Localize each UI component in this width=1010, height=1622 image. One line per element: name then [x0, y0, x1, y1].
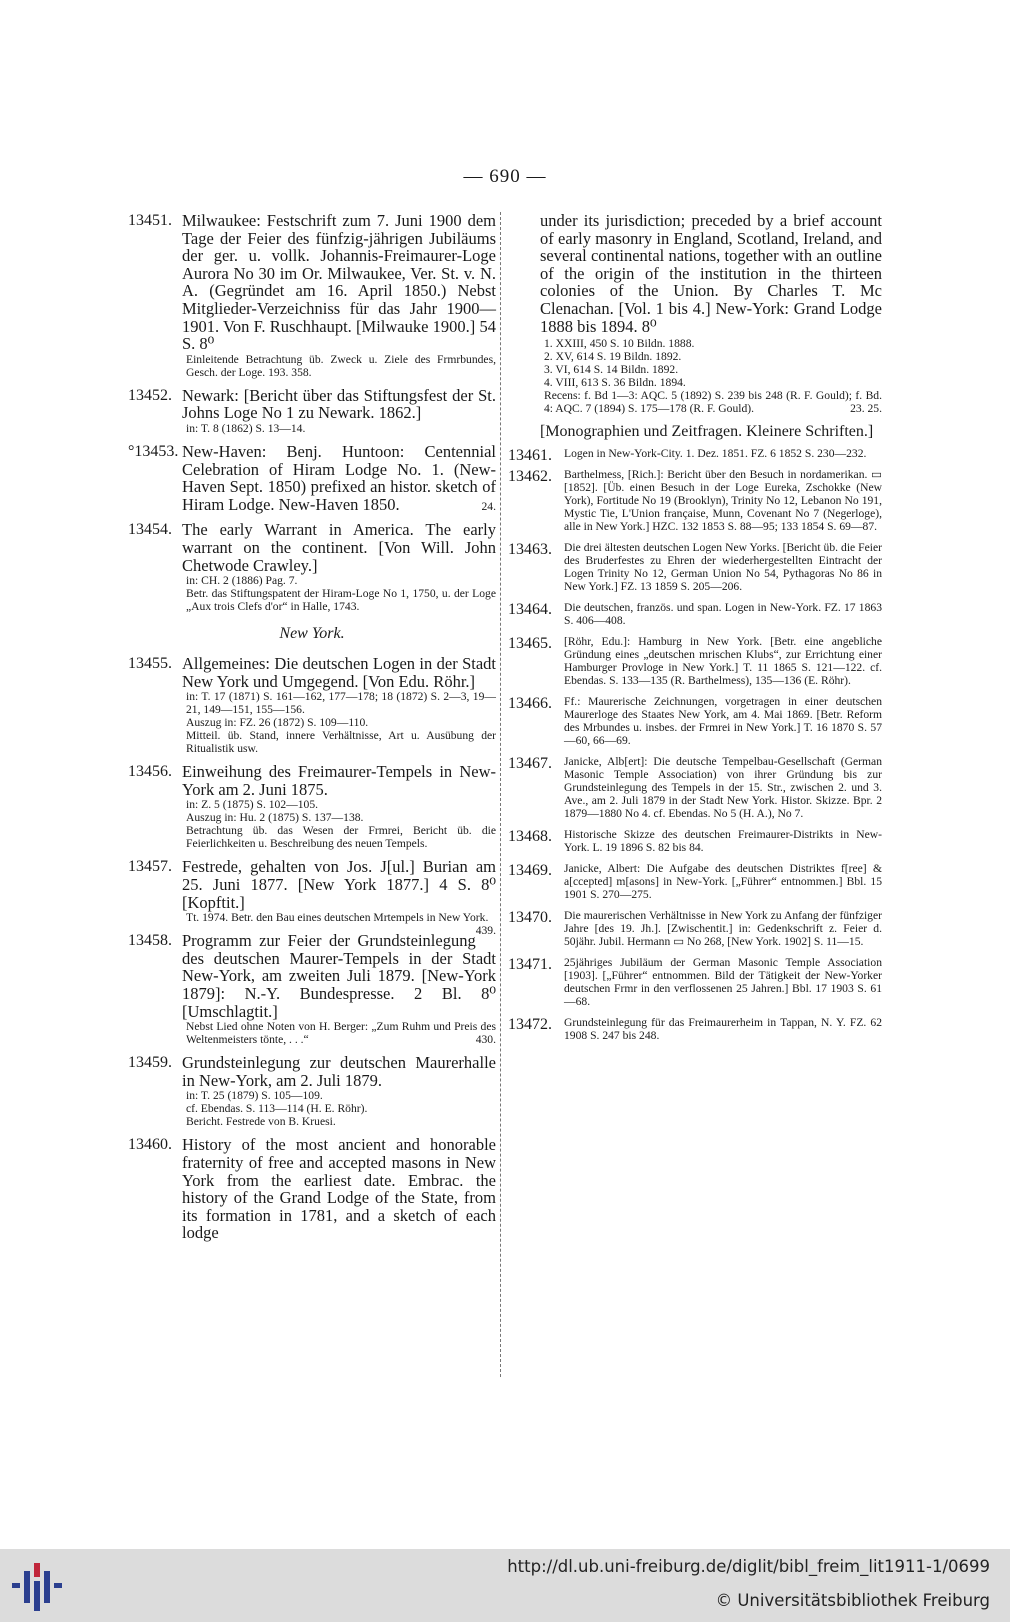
entry-text: Grundsteinlegung zur deutschen Maurerhalle in New-York, am 2. Juli 1879. — [182, 1053, 496, 1090]
entry-13471 — [508, 956, 882, 1008]
entry-13472 — [508, 1016, 882, 1042]
entry-note-body: Tt. 1974. Betr. den Bau eines deutschen Mrtempels in New York. — [186, 911, 489, 925]
entry-number: 13459. — [128, 1054, 172, 1072]
entry-13456 — [128, 763, 496, 850]
entry-text: 25jähriges Jubiläum der German Masonic Temple Association [1903]. [„Führer“ entnommen. Bild der Tätigkeit der New-Yorker deutschen Frmr in den verflossenen 25 Jahren.] Bbl. 17 1903 S. 61—68. — [564, 956, 882, 1009]
entry-text: Grundsteinlegung für das Freimaurerheim in Tappan, N. Y. FZ. 62 1908 S. 247 bis 248. — [564, 1016, 882, 1043]
entry-13453 — [128, 443, 496, 513]
entry-number: 13454. — [128, 521, 172, 539]
entry-13461 — [508, 447, 882, 465]
entry-13466 — [508, 695, 882, 747]
entry-13468 — [508, 828, 882, 854]
entry-number: 13455. — [128, 655, 172, 673]
entry-number: 13452. — [128, 386, 172, 404]
entry-note: in: T. 17 (1871) S. 161—162, 177—178; 18 (1872) S. 2—3, 19—21, 149—151, 155—156. — [186, 690, 496, 717]
entry-13455 — [128, 655, 496, 755]
entry-number: 13464. — [508, 601, 552, 619]
entry-13462 — [508, 468, 882, 533]
recension-body: Recens: f. Bd 1—3: AQC. 5 (1892) S. 239 bis 248 (R. F. Gould); f. Bd. 4: AQC. 7 (1894) S. 175—178 (R. F. Gould). — [544, 389, 882, 416]
volume-list — [540, 337, 882, 415]
library-footer — [0, 1549, 1010, 1622]
entry-note: Mitteil. üb. Stand, innere Verhältnisse, Art u. Ausübung der Ritualistik usw. — [186, 729, 496, 756]
entry-13467 — [508, 755, 882, 820]
column-divider — [500, 212, 502, 1377]
entry-number: 13469. — [508, 862, 552, 880]
volume-item: 2. XV, 614 S. 19 Bildn. 1892. — [544, 350, 682, 364]
entry-text: Newark: [Bericht über das Stiftungsfest der St. Johns Loge No 1 zu Newark. 1862.] — [182, 385, 496, 423]
entry-13457 — [128, 857, 496, 938]
entry-13460 — [128, 1136, 496, 1242]
entry-13465 — [508, 635, 882, 687]
entry-number: 13462. — [508, 468, 552, 486]
entry-note: in: T. 25 (1879) S. 105—109. — [186, 1089, 323, 1103]
entry-text: Historische Skizze des deutschen Freimaurer-Distrikts in New-York. L. 19 1896 S. 82 bis 84. — [564, 828, 882, 855]
section-title: New York. — [279, 625, 345, 643]
entry-13459 — [128, 1054, 496, 1128]
entry-text: Janicke, Alb[ert]: Die deutsche Tempelbau-Gesellschaft (German Masonic Temple Association) von ihrer Gründung bis zur Grundsteinlegung des Tempels in der 15. Str., zwischen 2. und 3. Ave., am 2. Juli 1879 in der Stadt New York. Histor. Skizze. Bpr. 2 1879—1880 No 4. cf. Ebendas. No 5 (H. A.), No 7. — [564, 755, 882, 821]
entry-text: Die maurerischen Verhältnisse in New York zu Anfang der fünfziger Jahre [des 19. Jh.]. [Zwischentit.] in: Gedenkschrift z. Feier d. 50jähr. Jubil. Hermann ▭ No 268, [New York. 1902] S. 11—15. — [564, 909, 882, 949]
entry-text: Janicke, Albert: Die Aufgabe des deutschen Distriktes f[ree] & a[ccepted] m[asons] in New-York. [„Führer“ entnommen.] Bbl. 15 1901 S. 270—275. — [564, 862, 882, 902]
entry-text: Einweihung des Freimaurer-Tempels in New-York am 2. Juni 1875. — [182, 762, 496, 799]
volume-item: 1. XXIII, 450 S. 10 Bildn. 1888. — [544, 337, 695, 351]
entry-note: Auszug in: Hu. 2 (1875) S. 137—138. — [186, 811, 364, 825]
volume-item: 4. VIII, 613 S. 36 Bildn. 1894. — [544, 376, 686, 390]
entry-continuation: under its jurisdiction; preceded by a brief account of early masonry in England, Scotland, Ireland, and several continental nations, together with an outline of the origin of the institution in the thirteen colonies of the Union. By Charles T. Mc Clenachan. [Vol. 1 bis 4.] New-York: Grand Lodge 1888 bis 1894. 8⁰ — [540, 211, 882, 336]
section-heading: [Monographien und Zeitfragen. Kleinere Schriften.] — [540, 423, 874, 441]
entry-text: Die drei ältesten deutschen Logen New Yorks. [Bericht üb. die Feier des Bruderfestes zu Ehren der wiederhergestellten Eintracht der Logen Trinity No 12, German Union No 54, Pythagoras No 86 in New York.] FZ. 13 1859 S. 205—206. — [564, 541, 882, 594]
entry-number: 13470. — [508, 909, 552, 927]
left-column — [128, 212, 496, 1250]
entry-13454 — [128, 521, 496, 613]
entry-note — [182, 1020, 496, 1046]
entry-number: 13471. — [508, 956, 552, 974]
entry-text: Die deutschen, französ. und span. Logen in New-York. FZ. 17 1863 S. 406—408. — [564, 601, 882, 628]
entry-number: 13472. — [508, 1016, 552, 1034]
right-column — [508, 212, 882, 1050]
entry-number: 13461. — [508, 447, 552, 465]
entry-number: 13465. — [508, 635, 552, 653]
entry-number: 13466. — [508, 695, 552, 713]
entry-number: 13463. — [508, 541, 552, 559]
entry-note: in: CH. 2 (1886) Pag. 7. — [186, 574, 298, 588]
entry-text: History of the most ancient and honorable fraternity of free and accepted masons in New York from the earliest date. Embrac. the history of the Grand Lodge of the State, from its formation in 1781, and a sketch of each lodge — [182, 1135, 496, 1243]
copyright-notice: © Universitätsbibliothek Freiburg — [715, 1591, 990, 1610]
entry-text-body: New-Haven: Benj. Huntoon: Centennial Celebration of Hiram Lodge No. 1. (New-Haven Sept. 1850) prefixed an histor. sketch of Hiram Lodge. New-Haven 1850. — [182, 441, 496, 514]
entry-13470 — [508, 909, 882, 948]
entry-text — [182, 443, 496, 513]
entry-tag: 24. — [481, 499, 496, 513]
entry-note — [182, 911, 496, 938]
entry-13458 — [128, 932, 496, 1046]
recension-note — [540, 389, 882, 415]
entry-number: 13468. — [508, 828, 552, 846]
entry-note: Betr. das Stiftungspatent der Hiram-Loge No 1, 1750, u. der Loge „Aux trois Clefs d'or“ in Halle, 1743. — [186, 587, 496, 614]
entry-number: 13451. — [128, 212, 172, 229]
entry-13469 — [508, 862, 882, 901]
entry-text: The early Warrant in America. The early warrant on the continent. [Von Will. John Chetwode Crawley.] — [182, 520, 496, 575]
entry-tag: 439. — [475, 924, 496, 938]
entry-text: Logen in New-York-City. 1. Dez. 1851. FZ. 6 1852 S. 230—232. — [564, 447, 867, 461]
entry-number: 13458. — [128, 932, 172, 950]
entry-text: [Röhr, Edu.]: Hamburg in New York. [Betr. eine angebliche Gründung eines „deutschen mrischen Klubs“, zur Errichtung einer Hamburger Provloge in New York.] T. 11 1865 S. 121—122. cf. Ebendas. S. 133—135 (R. Barthelmess), 135—136 (E. Röhr). — [564, 635, 882, 688]
entry-text: Barthelmess, [Rich.]: Bericht über den Besuch in nordamerikan. ▭ [1852]. [Üb. einen Besuch in der Loge Eureka, Zschokke (New York), Fortitude No 19 (Brooklyn), Trinity No 12, Lebanon No 191, Mystic Tie, L'Union française, Munn, Covenant No 7 (Negerloge), alle in New York.] HZC. 132 1853 S. 88—95; 133 1854 S. 69—87. — [564, 468, 882, 534]
entry-text: Programm zur Feier der Grundsteinlegung des deutschen Maurer-Tempels in der Stadt New-York, am zweiten Juli 1879. [New-York 1879]: N.-Y. Bundespresse. 2 Bl. 8⁰ [Umschlagtit.] — [182, 931, 496, 1021]
entry-13464 — [508, 601, 882, 627]
entry-13463 — [508, 541, 882, 593]
volume-item: 3. VI, 614 S. 14 Bildn. 1892. — [544, 363, 679, 377]
entry-text: Milwaukee: Festschrift zum 7. Juni 1900 dem Tage der Feier des fünfzig-jährigen Jubiläums der ger. u. vollk. Johannis-Freimaurer-Loge Aurora No 30 im Or. Milwaukee, Ver. St. v. N. A. (Gegründet am 16. April 1850.) Nebst Mitglieder-Verzeichniss für das Jahr 1900—1901. Von F. Ruschhaupt. [Milwauke 1900.] 54 S. 8⁰ — [182, 211, 496, 354]
entry-note: in: T. 8 (1862) S. 13—14. — [186, 421, 306, 435]
entry-text: Allgemeines: Die deutschen Logen in der Stadt New York und Umgegend. [Von Edu. Röhr.] — [182, 654, 496, 691]
university-library-logo-icon — [10, 1561, 70, 1613]
entry-number: 13456. — [128, 763, 172, 781]
entry-note: Betrachtung üb. das Wesen der Frmrei, Bericht üb. die Feierlichkeiten u. Beschreibung des neuen Tempels. — [186, 824, 496, 851]
entry-note-body: Nebst Lied ohne Noten von H. Berger: „Zum Ruhm und Preis des Weltenmeisters tönte, . . .“ — [186, 1020, 496, 1047]
entry-tag: 430. — [475, 1033, 496, 1047]
entry-note: in: Z. 5 (1875) S. 102—105. — [186, 798, 319, 812]
entry-number: 13460. — [128, 1136, 172, 1154]
entry-text: Festrede, gehalten von Jos. J[ul.] Burian am 25. Juni 1877. [New York 1877.] 4 S. 8⁰ [Kopftit.] — [182, 857, 496, 912]
entry-number: 13457. — [128, 858, 172, 876]
entry-note: Bericht. Festrede von B. Kruesi. — [186, 1115, 336, 1129]
entry-13451 — [128, 212, 496, 379]
entry-13452 — [128, 387, 496, 435]
entry-text: Ff.: Maurerische Zeichnungen, vorgetragen in einer deutschen Maurerloge des Staates New York, am 4. Mai 1869. [Betr. Reform des Mrbundes u. insbes. der Frmrei in New York.] T. 16 1870 S. 57—60, 66—69. — [564, 695, 882, 748]
page-number: — 690 — — [463, 166, 547, 187]
entry-number: 13467. — [508, 755, 552, 773]
entry-note: Einleitende Betrachtung üb. Zweck u. Ziele des Frmrbundes, Gesch. der Loge. 193. 358. — [186, 352, 496, 379]
entry-note: Auszug in: FZ. 26 (1872) S. 109—110. — [186, 716, 369, 730]
entry-tag: 23. 25. — [850, 402, 882, 416]
permalink[interactable]: http://dl.ub.uni-freiburg.de/diglit/bibl_freim_lit1911-1/0699 — [507, 1557, 990, 1576]
entry-note: cf. Ebendas. S. 113—114 (H. E. Röhr). — [186, 1102, 368, 1116]
entry-number: °13453. — [128, 442, 179, 460]
